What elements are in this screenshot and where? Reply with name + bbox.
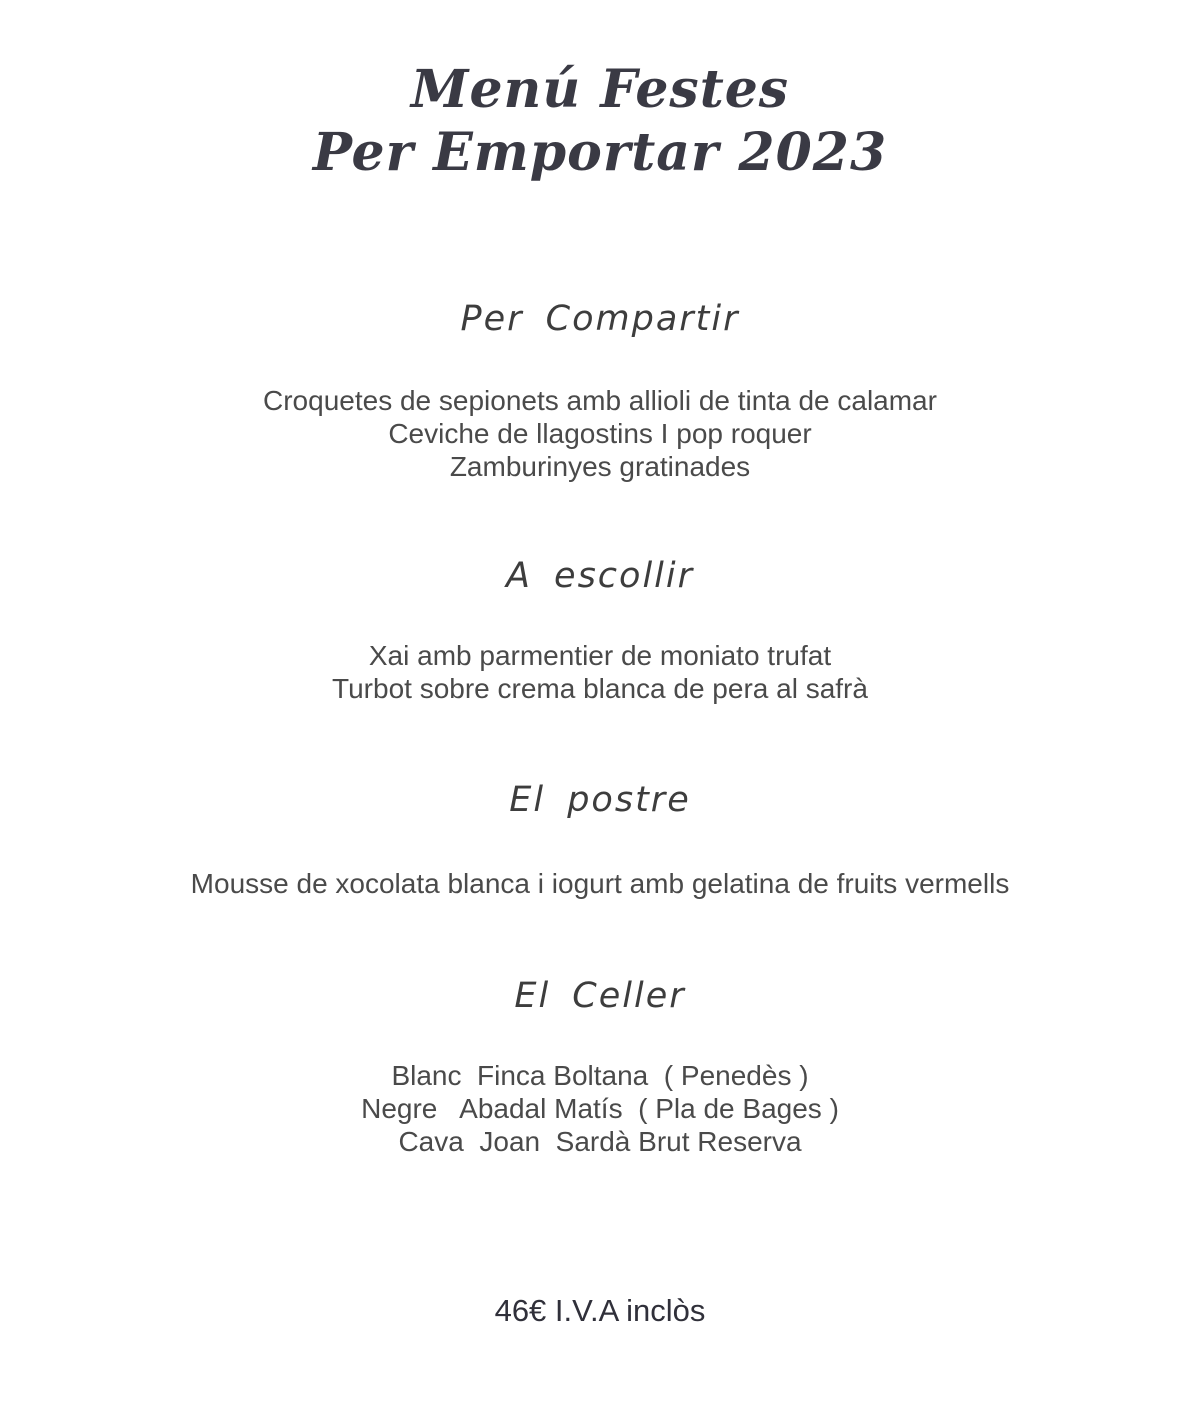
section-items-el-postre (0, 867, 1200, 900)
menu-item: Croquetes de sepionets amb allioli de tinta de calamar (263, 385, 937, 416)
section-per-compartir (0, 296, 1200, 483)
menu-title-line1: Menú Festes (410, 59, 790, 120)
section-heading-el-postre: El postre (509, 780, 691, 820)
section-a-escollir (0, 553, 1200, 705)
section-items-a-escollir (0, 639, 1200, 705)
section-items-el-celler (0, 1059, 1200, 1158)
menu-title (0, 0, 1200, 184)
menu-item: Cava Joan Sardà Brut Reserva (398, 1126, 802, 1157)
section-heading-el-celler: El Celler (514, 976, 686, 1016)
menu-item: Mousse de xocolata blanca i iogurt amb gelatina de fruits vermells (190, 868, 1010, 899)
section-items-per-compartir (0, 384, 1200, 483)
menu-item: Zamburinyes gratinades (449, 451, 751, 482)
section-el-postre (0, 777, 1200, 900)
menu-item: Ceviche de llagostins I pop roquer (388, 418, 812, 449)
menu-item: Turbot sobre crema blanca de pera al safrà (332, 673, 868, 704)
menu-item: Blanc Finca Boltana ( Penedès ) (391, 1060, 809, 1091)
section-heading-a-escollir: A escollir (505, 556, 695, 596)
menu-item: Negre Abadal Matís ( Pla de Bages ) (361, 1093, 839, 1124)
menu-title-line2: Per Emportar 2023 (312, 122, 888, 183)
price-note: 46€ I.V.A inclòs (494, 1293, 706, 1328)
menu-item: Xai amb parmentier de moniato trufat (368, 640, 832, 671)
section-el-celler (0, 973, 1200, 1158)
section-heading-per-compartir: Per Compartir (460, 299, 740, 339)
